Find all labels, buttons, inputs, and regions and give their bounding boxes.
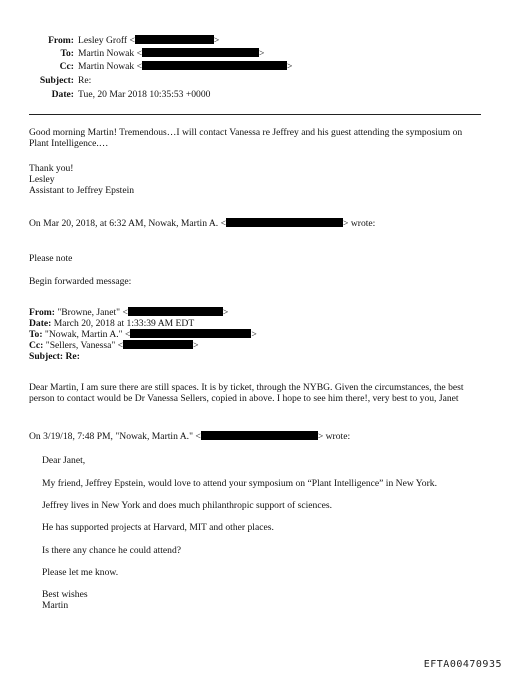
close-angle: > (222, 307, 229, 318)
inner-line-3: He has supported projects at Harvard, MIT and other places. (42, 522, 274, 533)
fwd-date (29, 318, 194, 329)
fwd-to-label: To: (29, 329, 43, 340)
to-name: Martin Nowak < (78, 48, 143, 59)
redaction-bar (226, 218, 343, 227)
please-note: Please note (29, 253, 73, 264)
inner-line-1: My friend, Jeffrey Epstein, would love to attend your symposium on “Plant Intelligence” in New York. (42, 478, 437, 489)
fwd-cc-value: "Sellers, Vanessa" < (45, 340, 124, 351)
quote-prefix: On 3/19/18, 7:48 PM, "Nowak, Martin A." < (29, 431, 201, 442)
begin-forwarded: Begin forwarded message: (29, 276, 132, 287)
fwd-from-value: "Browne, Janet" < (57, 307, 128, 318)
redaction-bar (135, 35, 214, 44)
redaction-bar (142, 48, 259, 57)
header-divider (29, 114, 481, 115)
quote-suffix: > wrote: (343, 218, 376, 229)
cc-name: Martin Nowak < (78, 61, 143, 72)
signature-name: Lesley (29, 174, 55, 185)
subject-label: Subject: (39, 75, 74, 86)
date-value: Tue, 20 Mar 2018 10:35:53 +0000 (78, 89, 211, 100)
fwd-to-value: "Nowak, Martin A." < (44, 329, 131, 340)
fwd-from-label: From: (29, 307, 55, 318)
fwd-from (29, 307, 228, 318)
close-angle: > (287, 61, 293, 72)
cc-value (78, 61, 292, 72)
fwd-date-label: Date: (29, 318, 52, 329)
quote-prefix: On Mar 20, 2018, at 6:32 AM, Nowak, Martin A. < (29, 218, 227, 229)
inner-greeting: Dear Janet, (42, 455, 86, 466)
to-label: To: (60, 48, 74, 59)
subject-value: Re: (78, 75, 92, 86)
inner-sign-1: Best wishes (42, 589, 88, 600)
inner-line-5: Please let me know. (42, 567, 119, 578)
close-angle: > (213, 35, 220, 46)
inner-line-4: Is there any chance he could attend? (42, 545, 182, 556)
signature-title: Assistant to Jeffrey Epstein (29, 185, 135, 196)
fwd-date-value: March 20, 2018 at 1:33:39 AM EDT (53, 318, 195, 329)
body-paragraph: Good morning Martin! Tremendous…I will contact Vanessa re Jeffrey and his guest attending the symposium on Plant Intelligence.… (29, 127, 463, 149)
quote-header-2 (29, 431, 350, 442)
from-name: Lesley Groff < (78, 35, 135, 46)
close-angle: > (259, 48, 265, 59)
fwd-cc-label: Cc: (29, 340, 44, 351)
close-angle: > (251, 329, 257, 340)
to-value (78, 48, 264, 59)
close-angle: > (193, 340, 199, 351)
cc-label: Cc: (59, 61, 74, 72)
thanks-line: Thank you! (29, 163, 74, 174)
document-id: EFTA00470935 (423, 659, 502, 670)
inner-line-2: Jeffrey lives in New York and does much philanthropic support of sciences. (42, 500, 332, 511)
redaction-bar (142, 61, 287, 70)
from-label: From: (48, 35, 74, 46)
fwd-subject: Subject: Re: (29, 351, 80, 362)
inner-sign-2: Martin (42, 600, 69, 611)
fwd-cc (29, 340, 199, 351)
quote-suffix: > wrote: (317, 431, 351, 442)
fwd-paragraph: Dear Martin, I am sure there are still spaces. It is by ticket, through the NYBG. Given the circumstances, the best person to contact would be Dr Vanessa Sellers, copied in above. I hope to see him there!, very best to you, Janet (29, 382, 464, 404)
from-value (78, 35, 219, 46)
quote-header-1 (29, 218, 375, 229)
redaction-bar (128, 307, 223, 316)
date-label: Date: (51, 89, 74, 100)
redaction-bar (201, 431, 318, 440)
redaction-bar (130, 329, 251, 338)
redaction-bar (123, 340, 193, 349)
fwd-to (29, 329, 257, 340)
